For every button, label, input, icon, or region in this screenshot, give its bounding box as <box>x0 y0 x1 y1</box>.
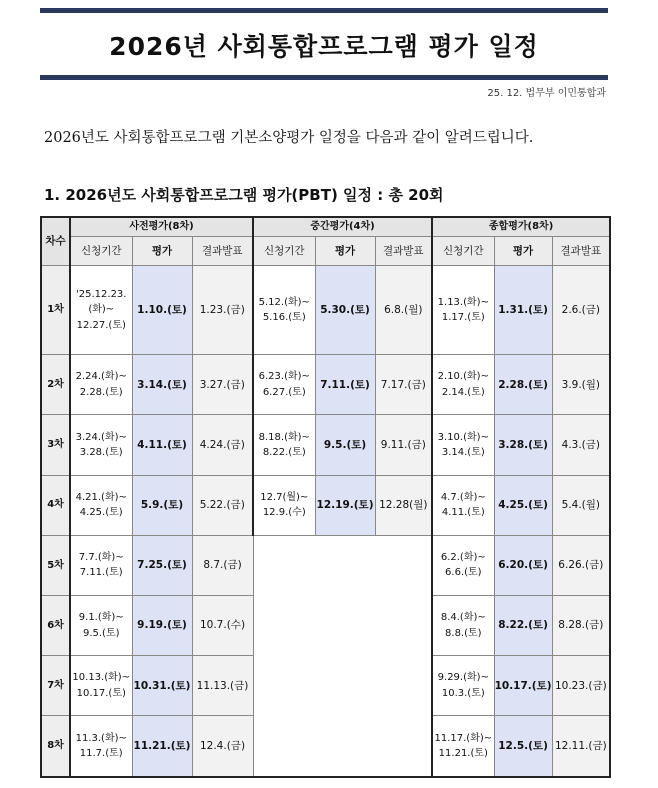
final-period: 6.2.(화)~ 6.6.(토) <box>432 535 494 595</box>
pre-exam-date: 7.25.(토) <box>132 535 192 595</box>
pre-result-date: 8.7.(금) <box>192 535 253 595</box>
mid-exam-date: 9.5.(토) <box>315 415 375 475</box>
group-header-mid: 중간평가(4차) <box>253 217 432 237</box>
group-header-final: 종합평가(8차) <box>432 217 610 237</box>
row-label: 3차 <box>41 415 70 475</box>
mid-period: 8.18.(화)~ 8.22.(토) <box>253 415 315 475</box>
final-period: 9.29.(화)~ 10.3.(토) <box>432 656 494 716</box>
final-exam-date: 6.20.(토) <box>494 535 552 595</box>
pre-period: 2.24.(화)~ 2.28.(토) <box>70 355 132 415</box>
pre-exam-date: 10.31.(토) <box>132 656 192 716</box>
row-label: 7차 <box>41 656 70 716</box>
subheader-period: 신청기간 <box>70 237 132 266</box>
table-row <box>41 535 610 595</box>
group-header-pre: 사전평가(8차) <box>70 217 253 237</box>
subheader-period: 신청기간 <box>253 237 315 266</box>
final-period: 4.7.(화)~ 4.11.(토) <box>432 475 494 535</box>
pre-period: 10.13.(화)~ 10.17.(토) <box>70 656 132 716</box>
subheader-result: 결과발표 <box>192 237 253 266</box>
pre-period: 11.3.(화)~ 11.7.(토) <box>70 716 132 777</box>
final-exam-date: 8.22.(토) <box>494 596 552 656</box>
pre-result-date: 4.24.(금) <box>192 415 253 475</box>
pre-exam-date: 4.11.(토) <box>132 415 192 475</box>
final-period: 11.17.(화)~ 11.21.(토) <box>432 716 494 777</box>
mid-exam-date: 12.19.(토) <box>315 475 375 535</box>
final-exam-date: 12.5.(토) <box>494 716 552 777</box>
schedule-table <box>40 216 611 778</box>
subheader-result: 결과발표 <box>552 237 610 266</box>
pre-exam-date: 5.9.(토) <box>132 475 192 535</box>
mid-period: 5.12.(화)~ 5.16.(토) <box>253 266 315 355</box>
chasu-header: 차수 <box>41 217 70 266</box>
mid-period: 6.23.(화)~ 6.27.(토) <box>253 355 315 415</box>
subheader-result: 결과발표 <box>375 237 432 266</box>
pre-period: 4.21.(화)~ 4.25.(토) <box>70 475 132 535</box>
final-result-date: 10.23.(금) <box>552 656 610 716</box>
final-result-date: 2.6.(금) <box>552 266 610 355</box>
row-label: 1차 <box>41 266 70 355</box>
title-block <box>40 8 608 80</box>
table-row <box>41 475 610 535</box>
title-bottom-rule <box>40 75 608 80</box>
final-period: 1.13.(화)~ 1.17.(토) <box>432 266 494 355</box>
subheader-exam: 평가 <box>132 237 192 266</box>
pre-result-date: 3.27.(금) <box>192 355 253 415</box>
pre-exam-date: 3.14.(토) <box>132 355 192 415</box>
mid-empty-area <box>253 535 432 777</box>
table-row <box>41 415 610 475</box>
final-exam-date: 3.28.(토) <box>494 415 552 475</box>
date-department: 25. 12. 법무부 이민통합과 <box>487 88 606 99</box>
section-title: 1. 2026년도 사회통합프로그램 평가(PBT) 일정 : 총 20회 <box>44 186 444 204</box>
pre-result-date: 11.13.(금) <box>192 656 253 716</box>
row-label: 8차 <box>41 716 70 777</box>
mid-result-date: 7.17.(금) <box>375 355 432 415</box>
pre-period: 7.7.(화)~ 7.11.(토) <box>70 535 132 595</box>
final-period: 2.10.(화)~ 2.14.(토) <box>432 355 494 415</box>
mid-result-date: 12.28(월) <box>375 475 432 535</box>
intro-text: 2026년도 사회통합프로그램 기본소양평가 일정을 다음과 같이 알려드립니다. <box>44 130 534 146</box>
final-exam-date: 4.25.(토) <box>494 475 552 535</box>
table-row <box>41 355 610 415</box>
subheader-period: 신청기간 <box>432 237 494 266</box>
final-result-date: 3.9.(월) <box>552 355 610 415</box>
pre-result-date: 12.4.(금) <box>192 716 253 777</box>
row-label: 6차 <box>41 596 70 656</box>
pre-result-date: 5.22.(금) <box>192 475 253 535</box>
final-period: 8.4.(화)~ 8.8.(토) <box>432 596 494 656</box>
mid-exam-date: 5.30.(토) <box>315 266 375 355</box>
final-result-date: 12.11.(금) <box>552 716 610 777</box>
row-label: 4차 <box>41 475 70 535</box>
pre-exam-date: 11.21.(토) <box>132 716 192 777</box>
subheader-exam: 평가 <box>315 237 375 266</box>
final-result-date: 6.26.(금) <box>552 535 610 595</box>
pre-period: '25.12.23.(화)~ 12.27.(토) <box>70 266 132 355</box>
row-label: 2차 <box>41 355 70 415</box>
table-row <box>41 266 610 355</box>
pre-result-date: 10.7.(수) <box>192 596 253 656</box>
final-exam-date: 10.17.(토) <box>494 656 552 716</box>
mid-result-date: 9.11.(금) <box>375 415 432 475</box>
pre-exam-date: 1.10.(토) <box>132 266 192 355</box>
subheader-exam: 평가 <box>494 237 552 266</box>
pre-result-date: 1.23.(금) <box>192 266 253 355</box>
pre-period: 3.24.(화)~ 3.28.(토) <box>70 415 132 475</box>
final-result-date: 8.28.(금) <box>552 596 610 656</box>
mid-period: 12.7(월)~ 12.9.(수) <box>253 475 315 535</box>
mid-exam-date: 7.11.(토) <box>315 355 375 415</box>
pre-period: 9.1.(화)~ 9.5.(토) <box>70 596 132 656</box>
final-period: 3.10.(화)~ 3.14.(토) <box>432 415 494 475</box>
final-exam-date: 2.28.(토) <box>494 355 552 415</box>
final-result-date: 5.4.(월) <box>552 475 610 535</box>
pre-exam-date: 9.19.(토) <box>132 596 192 656</box>
row-label: 5차 <box>41 535 70 595</box>
page-title: 2026년 사회통합프로그램 평가 일정 <box>109 32 539 61</box>
final-result-date: 4.3.(금) <box>552 415 610 475</box>
mid-result-date: 6.8.(월) <box>375 266 432 355</box>
final-exam-date: 1.31.(토) <box>494 266 552 355</box>
